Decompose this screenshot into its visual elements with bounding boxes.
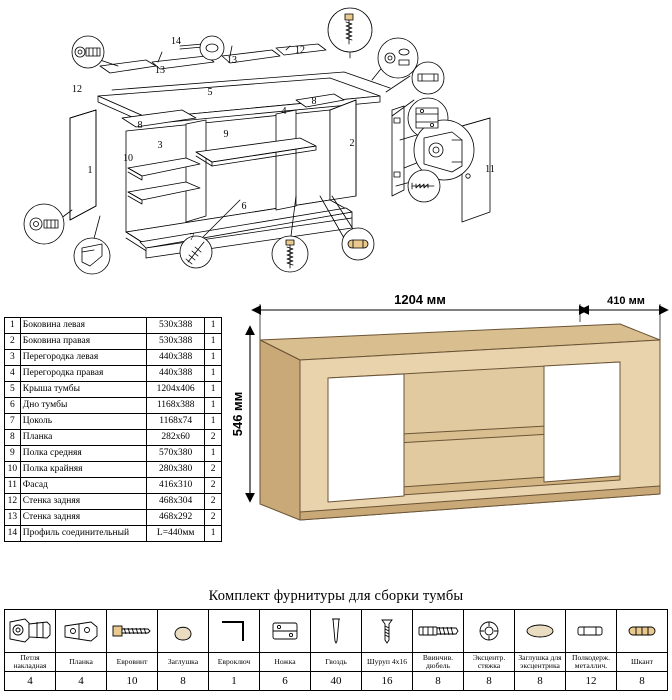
part-index: 4: [5, 366, 21, 382]
part-index: 9: [5, 446, 21, 462]
part-index: 1: [5, 318, 21, 334]
dowel-screw-cell: [413, 610, 464, 653]
part-name: Стенка задняя: [20, 494, 146, 510]
part-index: 6: [5, 398, 21, 414]
part-name: Планка: [20, 430, 146, 446]
part-size: 282х60: [147, 430, 205, 446]
cap-cell: [158, 610, 209, 653]
dowel-screw-icon: [416, 619, 460, 643]
screw-icon: [378, 615, 396, 647]
callout-3: 3: [157, 140, 163, 151]
callout-13a: 13: [155, 65, 165, 76]
kit-item-name: Гвоздь: [311, 653, 362, 672]
part-qty: 1: [205, 398, 222, 414]
part-index: 5: [5, 382, 21, 398]
kit-item-count: 6: [260, 672, 311, 691]
table-row: [5, 366, 222, 382]
kit-item-name: Евроключ: [209, 653, 260, 672]
part-qty: 1: [205, 318, 222, 334]
part-name: Крыша тумбы: [20, 382, 146, 398]
table-row: [5, 526, 222, 542]
part-index: 14: [5, 526, 21, 542]
part-qty: 2: [205, 494, 222, 510]
kit-item-count: 8: [515, 672, 566, 691]
cap-icon: [170, 618, 196, 644]
kit-item-name: Эксцентр. стяжка: [464, 653, 515, 672]
part-index: 10: [5, 462, 21, 478]
table-row: [5, 446, 222, 462]
part-index: 7: [5, 414, 21, 430]
cam-lock-cell: [464, 610, 515, 653]
part-name: Профиль соединительный: [20, 526, 146, 542]
kit-item-count: 1: [209, 672, 260, 691]
table-row: [5, 494, 222, 510]
euroscrew-cell: [107, 610, 158, 653]
kit-item-name: Шкант: [617, 653, 668, 672]
callout-12a: 12: [72, 84, 82, 95]
part-name: Дно тумбы: [20, 398, 146, 414]
cam-cap-cell: [515, 610, 566, 653]
table-row: [5, 334, 222, 350]
kit-item-name: Евровинт: [107, 653, 158, 672]
kit-item-count: 4: [56, 672, 107, 691]
callout-7: 7: [189, 232, 195, 243]
kit-item-name: Полкодерж. металлич.: [566, 653, 617, 672]
kit-title: Комплект фурнитуры для сборки тумбы: [208, 588, 464, 604]
dowel-cell: [617, 610, 668, 653]
product-dimension-view: [228, 282, 672, 572]
part-size: 570х380: [147, 446, 205, 462]
table-row: [5, 414, 222, 430]
nail-cell: [311, 610, 362, 653]
exploded-assembly-diagram: [0, 0, 672, 282]
part-size: 280х380: [147, 462, 205, 478]
part-size: 1168х388: [147, 398, 205, 414]
plate-icon: [61, 616, 101, 646]
table-row: [5, 398, 222, 414]
part-size: 1168х74: [147, 414, 205, 430]
part-qty: 1: [205, 382, 222, 398]
callout-2: 2: [349, 138, 355, 149]
kit-item-count: 10: [107, 672, 158, 691]
part-size: 1204х406: [147, 382, 205, 398]
part-name: Боковина правая: [20, 334, 146, 350]
part-size: 440х388: [147, 366, 205, 382]
table-row: [5, 430, 222, 446]
part-size: 530х388: [147, 318, 205, 334]
parts-table: [4, 317, 222, 542]
part-size: 530х388: [147, 334, 205, 350]
part-name: Цоколь: [20, 414, 146, 430]
kit-item-count: 8: [464, 672, 515, 691]
table-row: [5, 478, 222, 494]
part-size: 468х304: [147, 494, 205, 510]
leg-icon: [267, 616, 303, 646]
table-row: [5, 382, 222, 398]
screw-cell: [362, 610, 413, 653]
part-qty: 1: [205, 334, 222, 350]
depth-dimension-label: 410 мм: [607, 295, 645, 307]
table-row: [5, 318, 222, 334]
callout-12b: 12: [295, 45, 305, 56]
callout-1: 1: [87, 165, 93, 176]
dowel-icon: [625, 620, 659, 642]
leg-cell: [260, 610, 311, 653]
table-row: [5, 510, 222, 526]
nail-icon: [328, 615, 344, 647]
table-row: [5, 350, 222, 366]
plate-cell: [56, 610, 107, 653]
part-name: Стенка задняя: [20, 510, 146, 526]
kit-item-count: 4: [5, 672, 56, 691]
part-name: Перегородка правая: [20, 366, 146, 382]
part-qty: 2: [205, 462, 222, 478]
callout-4: 4: [281, 106, 287, 117]
part-qty: 1: [205, 350, 222, 366]
table-row: [5, 462, 222, 478]
kit-item-count: 12: [566, 672, 617, 691]
kit-item-name: Заглушка для эксцентрика: [515, 653, 566, 672]
part-qty: 2: [205, 478, 222, 494]
part-qty: 2: [205, 430, 222, 446]
part-name: Полка крайняя: [20, 462, 146, 478]
callout-9: 9: [223, 129, 229, 140]
kit-item-name: Заглушка: [158, 653, 209, 672]
height-dimension-label: 546 мм: [230, 391, 245, 437]
hardware-kit-section: [4, 588, 668, 696]
part-index: 13: [5, 510, 21, 526]
eurokey-cell: [209, 610, 260, 653]
part-qty: 1: [205, 366, 222, 382]
kit-item-name: Шуруп 4х16: [362, 653, 413, 672]
part-index: 12: [5, 494, 21, 510]
hardware-kit-table: [4, 609, 668, 691]
part-size: 440х388: [147, 350, 205, 366]
eurokey-icon: [217, 616, 251, 646]
metal-shelf-support-icon: [573, 620, 609, 642]
part-qty: 1: [205, 414, 222, 430]
callout-14: 14: [171, 36, 181, 47]
part-index: 2: [5, 334, 21, 350]
part-name: Перегородка левая: [20, 350, 146, 366]
part-index: 11: [5, 478, 21, 494]
part-name: Фасад: [20, 478, 146, 494]
callout-11: 11: [485, 164, 495, 175]
part-qty: 1: [205, 526, 222, 542]
kit-item-count: 8: [413, 672, 464, 691]
width-dimension-label: 1204 мм: [394, 292, 446, 307]
kit-count-row: [5, 672, 668, 691]
kit-item-name: Петля накладная: [5, 653, 56, 672]
cam-lock-icon: [474, 616, 504, 646]
part-size: L=440мм: [147, 526, 205, 542]
callout-8a: 8: [137, 120, 143, 131]
part-index: 8: [5, 430, 21, 446]
parts-table-body: [5, 318, 222, 542]
callout-8b: 8: [311, 96, 317, 107]
part-name: Боковина левая: [20, 318, 146, 334]
part-qty: 1: [205, 446, 222, 462]
kit-item-count: 8: [617, 672, 668, 691]
callout-10: 10: [123, 153, 133, 164]
part-size: 468х292: [147, 510, 205, 526]
part-index: 3: [5, 350, 21, 366]
cam-cap-icon: [523, 620, 557, 642]
kit-icon-row: [5, 610, 668, 653]
kit-name-row: [5, 653, 668, 672]
kit-item-count: 8: [158, 672, 209, 691]
part-qty: 2: [205, 510, 222, 526]
kit-item-name: Ввинчив. дюбель: [413, 653, 464, 672]
overlay-hinge-icon: [7, 614, 53, 648]
metal-shelf-support-cell: [566, 610, 617, 653]
part-name: Полка средняя: [20, 446, 146, 462]
kit-item-name: Ножка: [260, 653, 311, 672]
callout-6: 6: [241, 201, 247, 212]
kit-item-count: 16: [362, 672, 413, 691]
overlay-hinge-cell: [5, 610, 56, 653]
callout-5: 5: [207, 87, 213, 98]
euroscrew-icon: [110, 618, 154, 644]
part-size: 416х310: [147, 478, 205, 494]
kit-item-name: Планка: [56, 653, 107, 672]
kit-item-count: 40: [311, 672, 362, 691]
callout-13b: 13: [227, 55, 237, 66]
